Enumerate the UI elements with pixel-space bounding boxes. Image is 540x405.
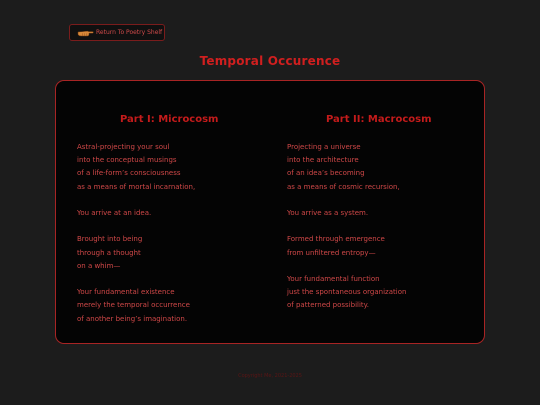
poem-card [55,80,485,344]
poem-line: merely the temporal occurrence [77,301,190,310]
poem-line: Astral-projecting your soul [77,143,170,151]
poem-line: through a thought [77,248,141,257]
return-button-label: Return To Poetry Shelf [96,29,163,36]
poem-line: as a means of mortal incarnation, [77,182,196,191]
poem-line: Your fundamental existence [77,288,175,297]
poem-line: into the conceptual musings [77,156,177,165]
poem-line: You arrive as a system. [287,209,369,217]
part-two-title: Part II: Macrocosm [326,114,432,125]
poem-line: from unfiltered entropy— [287,248,376,257]
pointing-hand-icon [77,29,94,37]
part-one-title: Part I: Microcosm [120,114,219,125]
poem-line: of another being’s imagination. [77,314,188,323]
return-to-poetry-shelf-button[interactable] [69,24,165,41]
poem-line: as a means of cosmic recursion, [287,182,400,191]
poem-line: on a whim— [77,261,121,270]
poem-line: Formed through emergence [287,235,385,244]
poem-line: of an idea’s becoming [287,169,365,178]
copyright-footer: Copyright Me, 2021-2025 [238,373,302,379]
poem-line: of a life-form’s consciousness [77,169,181,178]
page-title: Temporal Occurence [199,54,341,68]
poem-line: Your fundamental function [287,275,380,283]
poem-line: of patterned possibility. [287,301,370,310]
poem-line: just the spontaneous organization [287,288,407,297]
poem-line: into the architecture [287,156,359,165]
poem-line: Brought into being [77,235,143,244]
poem-line: You arrive at an idea. [77,209,152,217]
poem-line: Projecting a universe [287,143,361,151]
